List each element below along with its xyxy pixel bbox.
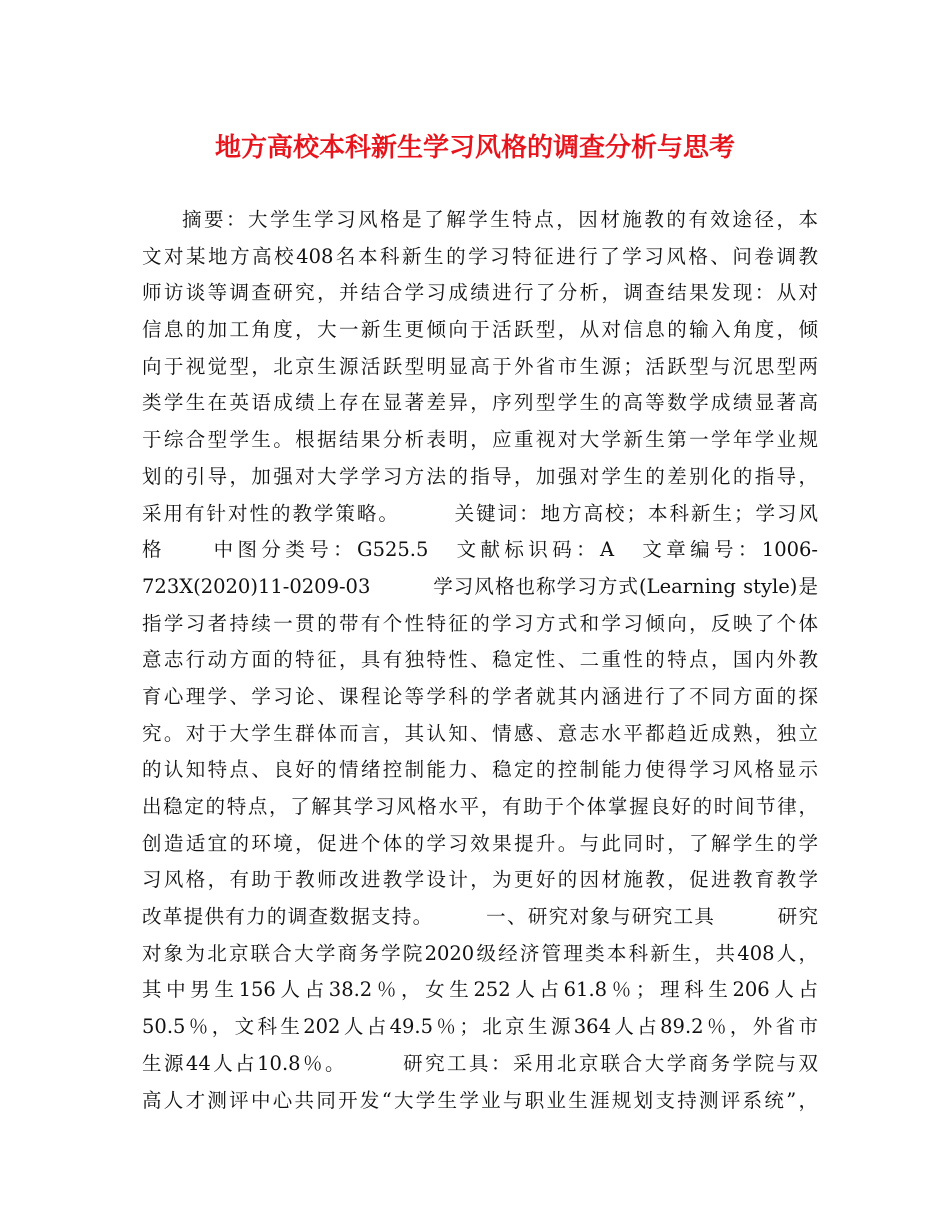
body-line: 格 中图分类号：G525.5 文献标识码：A 文章编号：1006- — [142, 538, 818, 562]
body-line: 向于视觉型，北京生源活跃型明显高于外省市生源；活跃型与沉思型两 — [142, 354, 818, 378]
body-line: 的认知特点、良好的情绪控制能力、稳定的控制能力使得学习风格显示 — [142, 758, 818, 782]
body-line: 究。对于大学生群体而言，其认知、情感、意志水平都趋近成熟，独立 — [142, 721, 818, 745]
body-line: 创造适宜的环境，促进个体的学习效果提升。与此同时，了解学生的学 — [142, 831, 818, 855]
body-line: 划的引导，加强对大学学习方法的指导，加强对学生的差别化的指导， — [142, 464, 818, 488]
body-line: 类学生在英语成绩上存在显著差异，序列型学生的高等数学成绩显著高 — [142, 391, 818, 415]
body-line: 50.5％，文科生202人占49.5％；北京生源364人占89.2％，外省市 — [142, 1015, 818, 1039]
body-line: 生源44人占10.8％。 研究工具：采用北京联合大学商务学院与双 — [142, 1051, 818, 1075]
body-line: 习风格，有助于教师改进教学设计，为更好的因材施教，促进教育教学 — [142, 868, 818, 892]
body-line: 意志行动方面的特征，具有独特性、稳定性、二重性的特点，国内外教 — [142, 648, 818, 672]
body-line: 高人才测评中心共同开发“大学生学业与职业生涯规划支持测评系统”， — [142, 1088, 818, 1112]
body-line: 于综合型学生。根据结果分析表明，应重视对大学新生第一学年学业规 — [142, 428, 818, 452]
body-line: 出稳定的特点，了解其学习风格水平，有助于个体掌握良好的时间节律， — [142, 795, 818, 818]
body-line: 其中男生156人占38.2％，女生252人占61.8％；理科生206人占 — [142, 978, 818, 1002]
body-line: 信息的加工角度，大一新生更倾向于活跃型，从对信息的输入角度，倾 — [142, 318, 818, 342]
body-line: 摘要：大学生学习风格是了解学生特点，因材施教的有效途径，本 — [182, 208, 818, 231]
body-line: 文对某地方高校408名本科新生的学习特征进行了学习风格、问卷调教 — [142, 244, 818, 268]
document-title: 地方高校本科新生学习风格的调查分析与思考 — [214, 133, 735, 163]
document-body — [142, 202, 818, 1119]
body-line: 采用有针对性的教学策略。 关键词：地方高校；本科新生；学习风 — [142, 501, 818, 525]
body-line: 师访谈等调查研究，并结合学习成绩进行了分析，调查结果发现：从对 — [142, 281, 818, 305]
body-line: 改革提供有力的调查数据支持。 一、研究对象与研究工具 研究 — [142, 905, 818, 929]
body-line: 723X(2020)11-0209-03 学习风格也称学习方式(Learning style)是 — [142, 574, 818, 598]
body-line: 指学习者持续一贯的带有个性特征的学习方式和学习倾向，反映了个体 — [142, 611, 818, 635]
body-line: 育心理学、学习论、课程论等学科的学者就其内涵进行了不同方面的探 — [142, 684, 818, 708]
body-line: 对象为北京联合大学商务学院2020级经济管理类本科新生，共408人， — [142, 941, 818, 965]
